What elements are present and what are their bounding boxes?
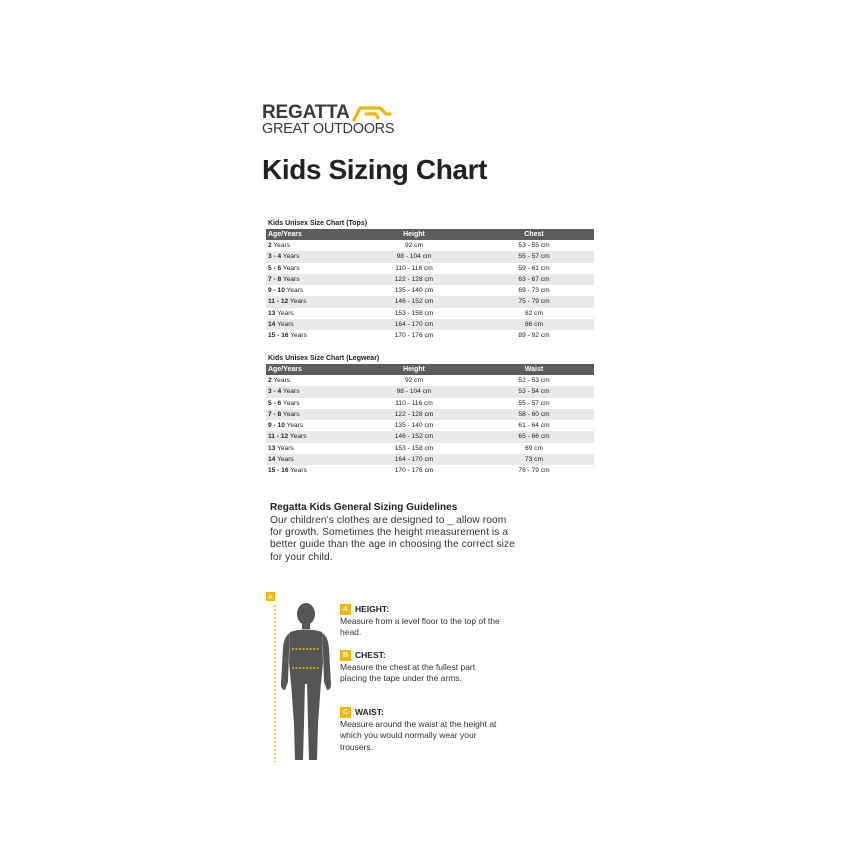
age-unit: Years <box>282 399 300 407</box>
age-range: 5 - 6 <box>268 264 282 272</box>
tops-table-title: Kids Unisex Size Chart (Tops) <box>268 220 368 227</box>
table-row <box>266 263 594 274</box>
table-row <box>266 386 594 397</box>
age-range: 2 <box>268 377 272 384</box>
age-cell <box>266 285 354 296</box>
waist-cell: 55 - 57 cm <box>518 399 550 407</box>
table-row <box>266 251 594 262</box>
page-title: Kids Sizing Chart <box>262 154 487 185</box>
age-cell <box>266 409 354 420</box>
guidelines-text: Our children's clothes are designed to _ allow room for growth. Sometimes the height measurement is a better guide than the age in choosing the correct size for your child. <box>270 515 515 563</box>
height-cell: 122 - 128 cm <box>354 409 474 420</box>
badge-c: C <box>340 707 351 718</box>
age-range: 9 - 10 <box>268 422 285 430</box>
height-cell: 92 cm <box>405 242 423 249</box>
measurement-text: Measure the chest at the fullest part placing the tape under the arms. <box>340 662 476 684</box>
measurement-height <box>340 603 500 639</box>
height-cell: 164 - 170 cm <box>354 454 474 465</box>
age-unit: Years <box>290 332 307 340</box>
tops-table-body <box>266 240 594 342</box>
guidelines-heading: Regatta Kids General Sizing Guidelines <box>270 502 458 513</box>
age-unit: Years <box>286 287 304 295</box>
age-range: 9 - 10 <box>268 287 285 295</box>
age-cell <box>266 263 354 274</box>
tops-size-table-block <box>266 218 594 342</box>
height-cell: 92 cm <box>405 377 423 384</box>
column-header-chest: Chest <box>474 229 594 240</box>
measurement-text: Measure from a level floor to the top of the head. <box>340 616 500 638</box>
measurement-chest <box>340 649 500 685</box>
measurement-label: WAIST: <box>355 707 384 718</box>
age-range: 15 - 16 <box>268 467 289 475</box>
age-range: 14 <box>268 456 276 464</box>
logo-line-1: REGATTA <box>262 102 350 123</box>
waist-cell: 73 cm <box>474 454 594 465</box>
age-unit: Years <box>282 275 300 283</box>
height-cell: 98 - 104 cm <box>354 386 474 397</box>
column-header-age: Age/Years <box>266 229 354 240</box>
measurement-label: CHEST: <box>355 650 386 661</box>
chest-cell: 59 - 61 cm <box>518 264 550 272</box>
waist-cell: 61 - 64 cm <box>518 422 550 430</box>
age-range: 15 - 16 <box>268 332 289 340</box>
height-cell: 153 - 158 cm <box>394 309 434 317</box>
child-measurement-figure <box>266 592 346 767</box>
age-cell <box>266 443 354 454</box>
chest-cell: 53 - 55 cm <box>518 242 550 249</box>
column-header-height: Height <box>354 229 474 240</box>
age-unit: Years <box>290 467 307 475</box>
measurement-waist <box>340 706 500 753</box>
table-row <box>266 398 594 409</box>
waist-cell: 76 - 79 cm <box>518 467 550 475</box>
age-cell <box>266 431 354 442</box>
height-cell: 170 - 176 cm <box>394 332 434 340</box>
table-row <box>266 330 594 341</box>
age-cell <box>266 420 354 431</box>
age-cell <box>266 454 354 465</box>
legwear-size-table <box>266 364 594 477</box>
age-cell <box>266 251 354 262</box>
age-unit: Years <box>286 422 304 430</box>
logo-line-2: GREAT OUTDOORS <box>262 121 395 137</box>
table-row <box>266 308 594 319</box>
age-cell <box>266 330 354 341</box>
table-row <box>266 375 594 386</box>
table-row <box>266 431 594 442</box>
logo-swoosh-icon <box>350 104 392 122</box>
age-cell <box>266 296 354 307</box>
age-cell <box>266 398 354 409</box>
age-unit: Years <box>277 444 294 452</box>
chest-cell: 63 - 67 cm <box>474 274 594 285</box>
age-unit: Years <box>282 410 300 418</box>
tops-size-table <box>266 229 594 342</box>
age-cell <box>266 274 354 285</box>
table-row <box>266 443 594 454</box>
table-row <box>266 465 594 476</box>
column-header-waist: Waist <box>474 364 594 375</box>
height-cell: 135 - 140 cm <box>394 422 434 430</box>
chest-cell: 55 - 57 cm <box>474 251 594 262</box>
height-marker-label: A <box>268 594 273 601</box>
age-unit: Years <box>289 433 307 441</box>
table-row <box>266 274 594 285</box>
age-unit: Years <box>282 253 300 261</box>
age-unit: Years <box>277 309 294 317</box>
measurement-text: Measure around the waist at the height at which you would normally wear your trousers. <box>340 719 497 752</box>
age-range: 2 <box>268 242 272 249</box>
age-range: 13 <box>268 309 276 317</box>
measurement-label: HEIGHT: <box>355 604 389 615</box>
chest-cell: 89 - 92 cm <box>518 332 550 340</box>
table-row <box>266 240 594 251</box>
table-row <box>266 409 594 420</box>
legwear-table-title: Kids Unisex Size Chart (Legwear) <box>268 355 380 362</box>
height-cell: 110 - 116 cm <box>395 399 433 407</box>
waist-cell: 53 - 54 cm <box>474 386 594 397</box>
table-row <box>266 454 594 465</box>
height-cell: 122 - 128 cm <box>354 274 474 285</box>
badge-a: A <box>340 604 351 615</box>
height-cell: 110 - 116 cm <box>395 264 433 272</box>
table-row <box>266 296 594 307</box>
height-cell: 98 - 104 cm <box>354 251 474 262</box>
age-range: 11 - 12 <box>268 298 289 306</box>
waist-cell: 69 cm <box>525 444 543 452</box>
age-range: 3 - 4 <box>268 388 282 396</box>
column-header-height: Height <box>354 364 474 375</box>
chest-cell: 75 - 79 cm <box>474 296 594 307</box>
age-range: 5 - 6 <box>268 399 282 407</box>
sizing-guidelines <box>270 502 520 564</box>
legwear-size-table-block <box>266 353 594 477</box>
regatta-logo <box>262 103 402 139</box>
table-row <box>266 285 594 296</box>
age-cell <box>266 319 354 330</box>
age-unit: Years <box>273 242 291 249</box>
badge-b: B <box>340 650 351 661</box>
chest-cell: 86 cm <box>474 319 594 330</box>
chest-cell: 69 - 73 cm <box>518 287 550 295</box>
age-cell <box>266 375 354 386</box>
age-unit: Years <box>282 264 300 272</box>
age-unit: Years <box>273 377 291 384</box>
age-range: 7 - 8 <box>268 410 282 418</box>
age-cell <box>266 386 354 397</box>
age-unit: Years <box>277 456 294 464</box>
height-cell: 164 - 170 cm <box>354 319 474 330</box>
age-cell <box>266 465 354 476</box>
table-header-row <box>266 364 594 375</box>
height-cell: 146 - 152 cm <box>354 431 474 442</box>
table-row <box>266 319 594 330</box>
age-range: 7 - 8 <box>268 275 282 283</box>
age-range: 3 - 4 <box>268 253 282 261</box>
chest-cell: 82 cm <box>525 309 543 317</box>
age-range: 13 <box>268 444 276 452</box>
height-cell: 153 - 158 cm <box>394 444 434 452</box>
table-header-row <box>266 229 594 240</box>
waist-cell: 58 - 60 cm <box>474 409 594 420</box>
table-row <box>266 420 594 431</box>
age-unit: Years <box>289 298 307 306</box>
column-header-age: Age/Years <box>266 364 354 375</box>
child-silhouette-icon <box>266 592 346 767</box>
height-cell: 146 - 152 cm <box>354 296 474 307</box>
age-unit: Years <box>282 388 300 396</box>
age-cell <box>266 240 354 251</box>
age-range: 11 - 12 <box>268 433 289 441</box>
age-cell <box>266 308 354 319</box>
height-cell: 135 - 140 cm <box>394 287 434 295</box>
waist-cell: 52 - 53 cm <box>518 377 550 384</box>
age-range: 14 <box>268 321 276 329</box>
height-cell: 170 - 176 cm <box>394 467 434 475</box>
waist-cell: 65 - 66 cm <box>474 431 594 442</box>
age-unit: Years <box>277 321 294 329</box>
legwear-table-body <box>266 375 594 477</box>
